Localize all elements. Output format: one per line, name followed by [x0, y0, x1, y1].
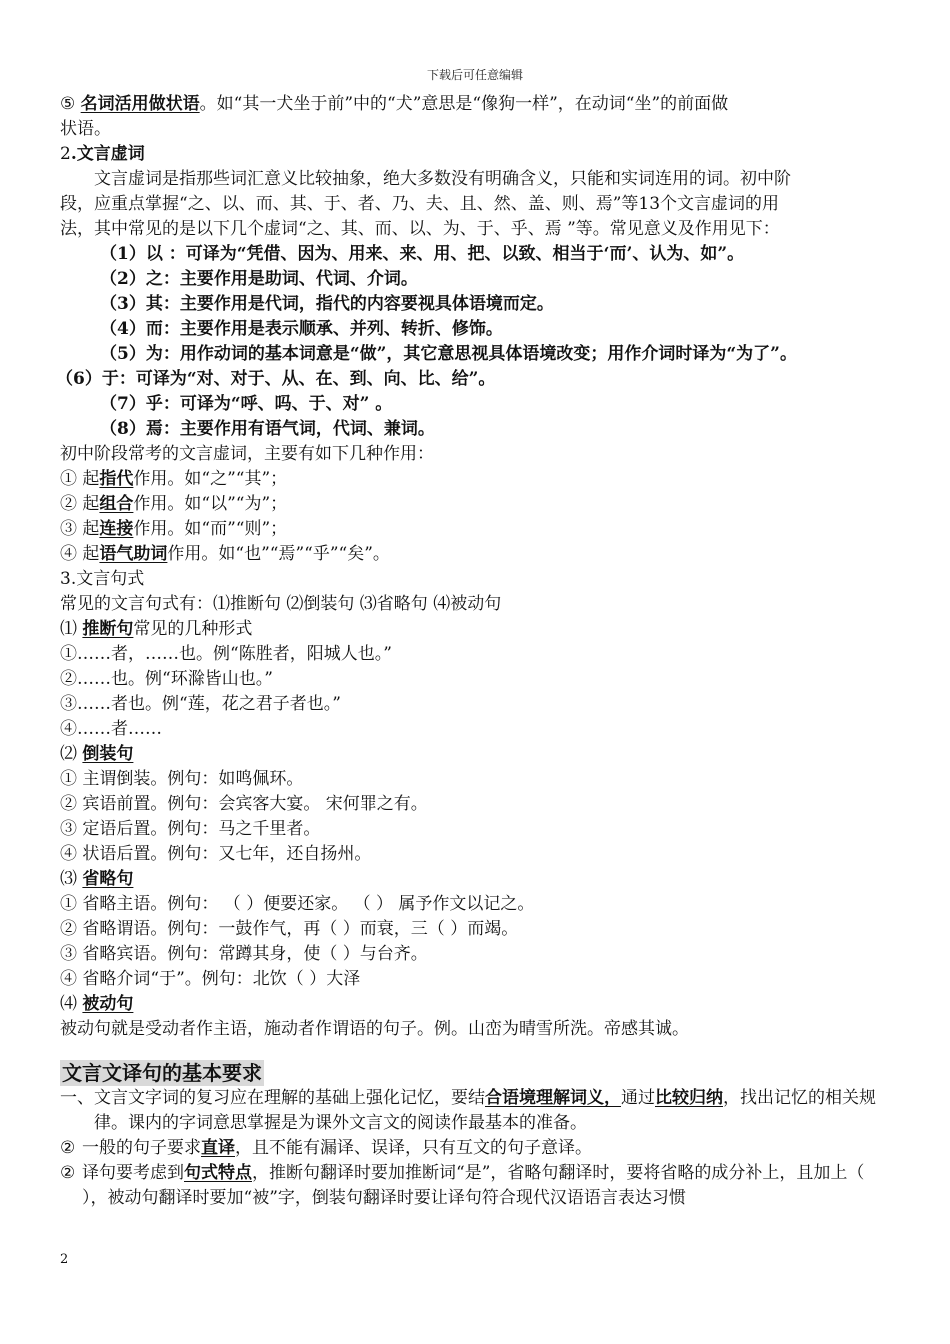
emphasis-term: 合语境理解词义， — [485, 1088, 621, 1108]
page-number: 2 — [60, 1252, 69, 1267]
role-item — [60, 492, 895, 517]
requirement-fragment: 一般的句子要求 — [82, 1138, 201, 1158]
function-word-item: （6）于：可译为“对、对于、从、在、到、向、比、给”。 — [56, 369, 496, 389]
role-term: 连接 — [99, 519, 134, 539]
section-heading-function-words — [60, 142, 895, 167]
requirement-fragment: ，推断句翻译时要加推断词“是”，省略句翻译时，要将省略的成分补上，且加上（ ），被动句翻译时要加“被”字，倒装句翻译时要让译句符合现代汉语语言表达习惯 — [82, 1163, 865, 1208]
role-item — [60, 517, 895, 542]
section-title: .文言虚词 — [70, 144, 145, 164]
requirement-text — [82, 1161, 895, 1211]
example-line: ② 省略谓语。例句：一鼓作气，再（ ）而衰，三（ ）而竭。 — [60, 919, 519, 939]
requirement-number: ② — [60, 1163, 76, 1183]
sentence-pattern-list: 常见的文言句式有：⑴推断句 ⑵倒装句 ⑶省略句 ⑷被动句 — [60, 594, 502, 614]
emphasis-term: 比较归纳 — [655, 1088, 723, 1108]
example-line: ④ 状语后置。例句：又七年，还自扬州。 — [60, 844, 372, 864]
intro-line-2: 段，应重点掌握“之、以、而、其、于、者、乃、夫、且、然、盖、则、焉”等13个文言虚词的用 — [60, 194, 780, 214]
example-line: ① 省略主语。例句： （ ）便要还家。 （ ） 属予作文以记之。 — [60, 894, 535, 914]
function-word-item: （1）以 ：可译为“凭借、因为、用来、来、用、把、以致、相当于‘而’、认为、如”。 — [100, 244, 745, 264]
requirement-fragment: ，且不能有漏译、误译，只有互文的句子意译。 — [235, 1138, 592, 1158]
subsection-number: ⑴ — [60, 619, 83, 639]
example-line: ① 主谓倒装。例句：如鸣佩环。 — [60, 769, 304, 789]
translation-requirements-list — [60, 1086, 895, 1211]
function-word-item: （5）为：用作动词的基本词意是“做”，其它意思视具体语境改变；用作介词时译为“为了”。 — [100, 344, 797, 364]
requirement-fragment: 通过 — [621, 1088, 655, 1108]
section-heading-translation: 文言文译句的基本要求 — [62, 1061, 262, 1085]
subsection-elliptical-sentence — [60, 867, 895, 892]
role-prefix: ① 起 — [60, 469, 100, 489]
requirement-text — [82, 1136, 895, 1161]
role-prefix: ② 起 — [60, 494, 100, 514]
subsection-title: 省略句 — [82, 869, 134, 889]
subsection-number: ⑶ — [60, 869, 83, 889]
requirement-fragment: 译句要考虑到 — [82, 1163, 184, 1183]
function-word-item: （4）而：主要作用是表示顺承、并列、转折、修饰。 — [100, 319, 503, 339]
emphasis-term: 句式特点 — [184, 1163, 252, 1183]
example-line: ④ 省略介词“于”。例句：北饮（ ）大泽 — [60, 969, 361, 989]
intro-line-1: 文言虚词是指那些词汇意义比较抽象，绝大多数没有明确含义，只能和实词连用的词。初中阶 — [94, 169, 791, 189]
subsection-number: ⑵ — [60, 744, 83, 764]
term-underlined: 名词活用做状语 — [80, 94, 200, 114]
role-prefix: ④ 起 — [60, 544, 100, 564]
subsection-title: 被动句 — [82, 994, 134, 1014]
item-marker: ⑤ — [60, 94, 81, 114]
example-line: ④……者…… — [60, 719, 162, 739]
paragraph-text: 。如“其一犬坐于前”中的“犬”意思是“像狗一样”，在动词“坐”的前面做 — [199, 94, 729, 114]
requirement-fragment: 文言文字词的复习应在理解的基础上强化记忆，要结 — [94, 1088, 485, 1108]
role-item — [60, 542, 895, 567]
role-suffix: 作用。如“也”“焉”“乎”“矣”。 — [167, 544, 390, 564]
requirement-item — [60, 1086, 895, 1136]
intro-line-3: 法，其中常见的是以下几个虚词“之、其、而、以、为、于、乎、焉 ”等。常见意义及作用见下： — [60, 219, 780, 239]
role-suffix: 作用。如“而”“则”； — [133, 519, 288, 539]
section-heading-sentence-patterns: 3.文言句式 — [60, 569, 145, 589]
function-word-item: （8）焉：主要作用有语气词，代词、兼词。 — [100, 419, 435, 439]
subsection-passive-sentence — [60, 992, 895, 1017]
role-term: 语气助词 — [99, 544, 168, 564]
role-item — [60, 467, 895, 492]
subsection-title: 倒装句 — [82, 744, 134, 764]
function-word-item: （7）乎：可译为“呼、吗、于、对” 。 — [100, 394, 393, 414]
page-header: 下载后可任意编辑 — [426, 68, 523, 82]
paragraph-adverbial-usage — [60, 92, 895, 117]
requirement-number: ② — [60, 1138, 76, 1158]
example-line: ③……者也。例“莲，花之君子者也。” — [60, 694, 341, 714]
subsection-number: ⑷ — [60, 994, 83, 1014]
function-word-item: （2）之：主要作用是助词、代词、介词。 — [100, 269, 418, 289]
role-suffix: 作用。如“以”“为”； — [133, 494, 288, 514]
subsection-inverted-sentence — [60, 742, 895, 767]
paragraph-text: 状语。 — [60, 119, 111, 139]
passive-sentence-text: 被动句就是受动者作主语，施动者作谓语的句子。例。山峦为晴雪所洗。帝感其诚。 — [60, 1019, 689, 1039]
requirement-fragment: ，找出记忆的相关规律。课内的字词意思掌握是为课外文言文的阅读作最基本的准备。 — [94, 1088, 876, 1133]
role-term: 组合 — [99, 494, 134, 514]
example-line: ①……者，……也。例“陈胜者，阳城人也。” — [60, 644, 392, 664]
function-word-item: （3）其：主要作用是代词，指代的内容要视具体语境而定。 — [100, 294, 554, 314]
example-line: ③ 省略宾语。例句：常蹲其身，使（ ）与台齐。 — [60, 944, 428, 964]
role-suffix: 作用。如“之”“其”； — [133, 469, 288, 489]
requirement-item — [60, 1161, 895, 1211]
subsection-text: 常见的几种形式 — [133, 619, 253, 639]
requirement-number: 一、 — [60, 1088, 94, 1108]
section-number: 2 — [60, 144, 71, 164]
example-line: ② 宾语前置。例句：会宾客大宴。 宋何罪之有。 — [60, 794, 428, 814]
role-term: 指代 — [99, 469, 134, 489]
roles-intro: 初中阶段常考的文言虚词，主要有如下几种作用： — [60, 444, 434, 464]
example-line: ②……也。例“环滁皆山也。” — [60, 669, 273, 689]
requirement-item — [60, 1136, 895, 1161]
example-line: ③ 定语后置。例句：马之千里者。 — [60, 819, 321, 839]
subsection-title: 推断句 — [82, 619, 134, 639]
document-body — [56, 92, 895, 1211]
role-prefix: ③ 起 — [60, 519, 100, 539]
requirement-text — [94, 1086, 895, 1136]
emphasis-term: 直译 — [201, 1138, 235, 1158]
subsection-judgment-sentence — [60, 617, 895, 642]
